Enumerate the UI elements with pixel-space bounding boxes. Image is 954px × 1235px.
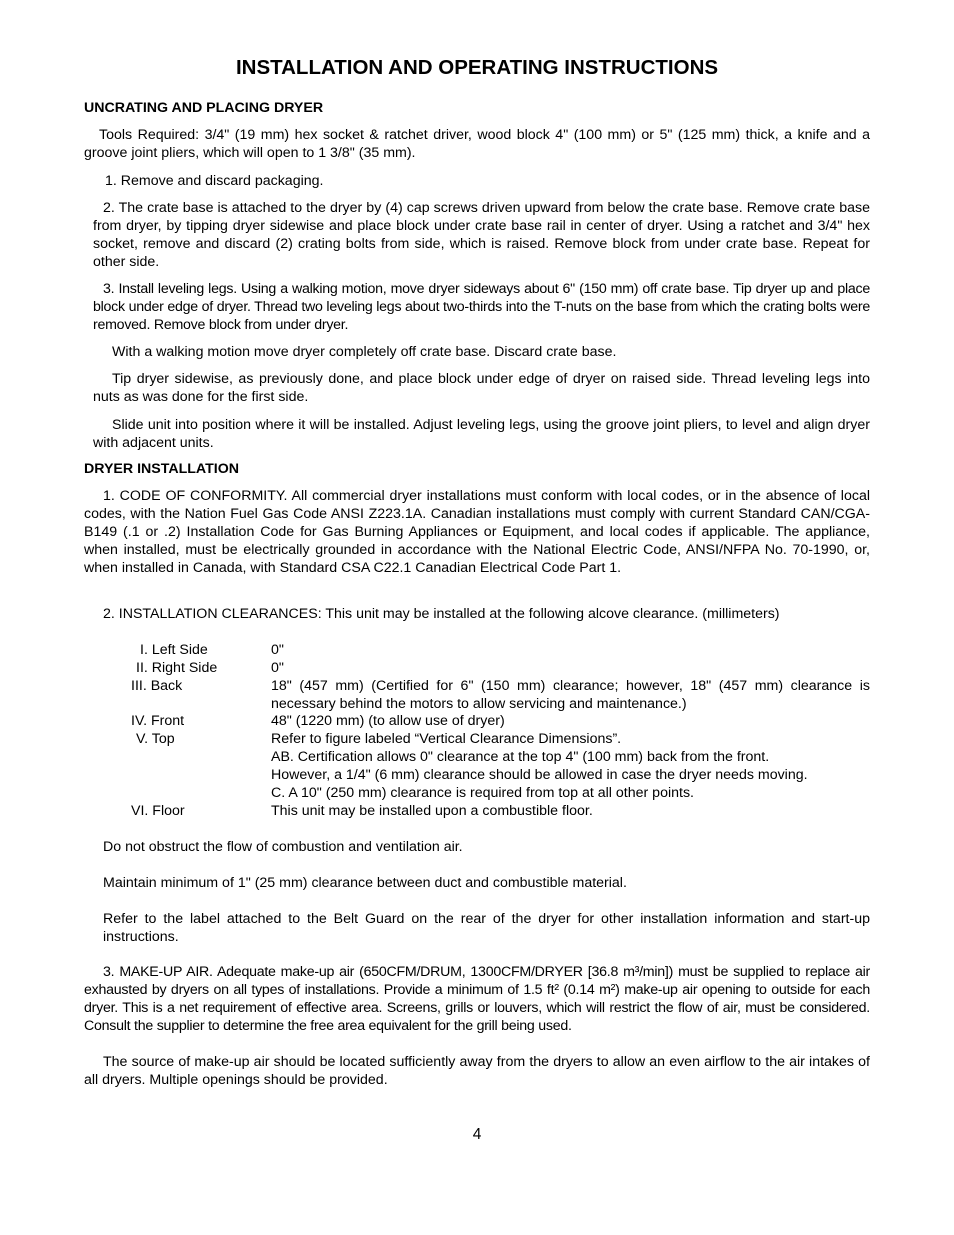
clearance-value: 0" [271, 642, 284, 658]
duct-clearance-paragraph: Maintain minimum of 1" (25 mm) clearance between duct and combustible material. [103, 875, 627, 891]
clearance-label: VI. Floor [131, 803, 185, 819]
code-of-conformity-paragraph: 1. CODE OF CONFORMITY. All commercial dryer installations must conform with local codes, or in the absence of local codes, with the Nation Fuel Gas Code ANSI Z223.1A. Canadian installations must comply with current Standard CAN/CGA-B149 (.1 or .2) Installation Code for Gas Burning Appliances or Equipment, and local codes if applicable. The appliance, when installed, must be electrically grounded in accordance with the National Electric Code, ANSI/NFPA No. 70-1990, or, when installed in Canada, with Standard CSA C22.1 Canadian Electrical Code Part 1. [84, 488, 870, 576]
tip-paragraph: Tip dryer sidewise, as previously done, and place block under edge of dryer on raised side. Thread leveling legs into nuts as was done for the first side. [93, 371, 870, 405]
page-number: 4 [472, 1126, 482, 1143]
clearance-label: I. Left Side [140, 642, 208, 658]
step-1-paragraph: 1. Remove and discard packaging. [105, 173, 324, 189]
step-2-paragraph: 2. The crate base is attached to the dryer by (4) cap screws driven upward from below the crate base. Remove crate base from dryer, by tipping dryer sidewise and place block under crate base rail in center of dryer. Using a ratchet and 3/4" hex socket, remove and discard (2) crating bolts from side, which is raised. Remove block from under crate base. Repeat for other side. [93, 200, 870, 270]
clearance-label: IV. Front [131, 713, 185, 729]
make-up-air-source-paragraph: The source of make-up air should be located sufficiently away from the dryers to allow an even airflow to the air intakes of all dryers. Multiple openings should be provided. [84, 1054, 870, 1088]
uncrating-heading: UNCRATING AND PLACING DRYER [84, 100, 324, 116]
clearance-value: 48" (1220 mm) (to allow use of dryer) [271, 713, 505, 729]
installation-heading: DRYER INSTALLATION [84, 461, 240, 477]
clearance-value: Refer to figure labeled “Vertical Clearance Dimensions”. [271, 731, 622, 747]
tools-required-paragraph: Tools Required: 3/4" (19 mm) hex socket & ratchet driver, wood block 4" (100 mm) or 5" (125 mm) thick, a knife and a groove joint pliers, which will open to 1 3/8" (35 mm). [84, 127, 870, 161]
make-up-air-paragraph: 3. MAKE-UP AIR. Adequate make-up air (650CFM/DRUM, 1300CFM/DRYER [36.8 m³/min]) must be supplied to replace air exhausted by dryers on all types of installations. Provide a minimum of 1.5 ft² (0.14 m²) make-up air opening to outside for each dryer. This is a net requirement of effective area. Screens, grills or louvers, which will restrict the flow of air, must be considered. Consult the supplier to determine the free area equivalent for the grill being used. [84, 964, 870, 1034]
step-3-paragraph: 3. Install leveling legs. Using a walking motion, move dryer sideways about 6" (150 mm) off crate base. Tip dryer up and place block under edge of dryer. Thread two leveling legs about two-thirds into the T-nuts on the base from which the crating bolts were removed. Remove block from under dryer. [93, 281, 870, 333]
belt-guard-label-paragraph: Refer to the label attached to the Belt Guard on the rear of the dryer for other installation information and start-up instructions. [103, 911, 870, 945]
walking-paragraph: With a walking motion move dryer completely off crate base. Discard crate base. [112, 344, 617, 360]
clearance-value: 18" (457 mm) (Certified for 6" (150 mm) clearance; however, 18" (457 mm) clearance is necessary behind the motors to allow servicing and maintenance.) [271, 678, 870, 712]
clearance-label: V. Top [136, 731, 175, 747]
clearance-label: III. Back [131, 678, 183, 694]
clearance-value: This unit may be installed upon a combustible floor. [271, 803, 593, 819]
clearance-value: 0" [271, 660, 284, 676]
page-title: INSTALLATION AND OPERATING INSTRUCTIONS [235, 56, 719, 79]
obstruct-paragraph: Do not obstruct the flow of combustion and ventilation air. [103, 839, 463, 855]
clearances-intro: 2. INSTALLATION CLEARANCES: This unit may be installed at the following alcove clearance. (millimeters) [103, 606, 780, 622]
clearance-label: II. Right Side [136, 660, 218, 676]
slide-paragraph: Slide unit into position where it will be installed. Adjust leveling legs, using the groove joint pliers, to level and align dryer with adjacent units. [93, 417, 870, 451]
clearance-value: C. A 10" (250 mm) clearance is required from top at all other points. [271, 785, 694, 801]
clearance-value: AB. Certification allows 0" clearance at the top 4" (100 mm) back from the front. [271, 749, 770, 765]
clearance-value: However, a 1/4" (6 mm) clearance should be allowed in case the dryer needs moving. [271, 767, 808, 783]
